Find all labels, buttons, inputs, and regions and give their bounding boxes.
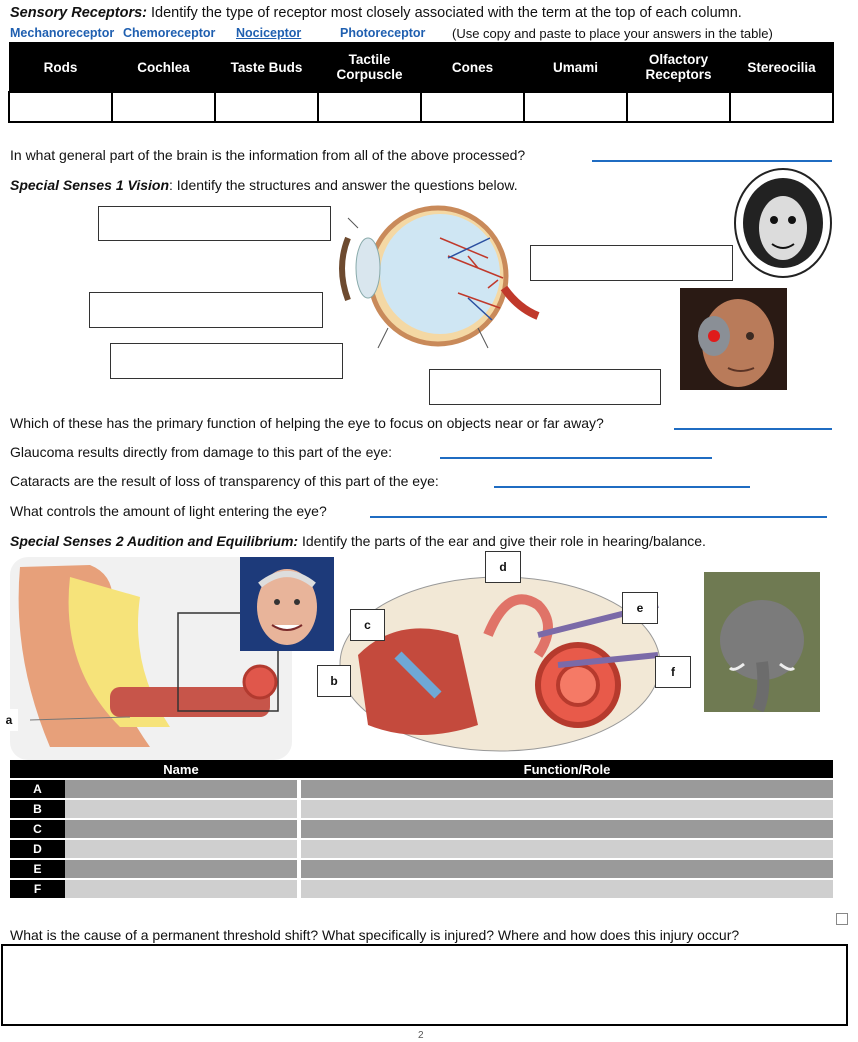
eye-label-box-5[interactable] (429, 369, 661, 405)
answer-cell[interactable] (215, 92, 318, 122)
header-function-role: Function/Role (301, 760, 833, 779)
name-cell[interactable] (65, 859, 297, 879)
eye-diagram (318, 198, 548, 373)
page-number: 2 (418, 1030, 424, 1041)
col-umami: Umami (524, 43, 627, 93)
ear-instructions: Identify the parts of the ear and give their role in hearing/balance. (298, 533, 706, 549)
option-chemoreceptor[interactable]: Chemoreceptor (123, 26, 216, 40)
ear-label-b: b (317, 665, 351, 697)
row-letter: D (10, 839, 65, 859)
name-cell[interactable] (65, 799, 297, 819)
ear-diagram-inner (338, 575, 663, 753)
option-nociceptor[interactable]: Nociceptor (236, 26, 302, 40)
name-cell[interactable] (65, 839, 297, 859)
answer-cell[interactable] (318, 92, 421, 122)
vision-question-cataracts: Cataracts are the result of loss of transparency of this part of the eye: (10, 473, 439, 489)
portrait-photo-1 (734, 168, 832, 278)
role-cell[interactable] (301, 879, 833, 898)
ear-label-c: c (350, 609, 385, 641)
eye-label-box-2[interactable] (530, 245, 733, 281)
answer-cell[interactable] (9, 92, 112, 122)
resize-handle[interactable] (836, 913, 848, 925)
eye-label-box-4[interactable] (110, 343, 343, 379)
vision-instructions: : Identify the structures and answer the questions below. (169, 177, 518, 193)
sensory-title: Sensory Receptors: (10, 5, 147, 21)
name-cell[interactable] (65, 819, 297, 839)
role-cell[interactable] (301, 839, 833, 859)
ear-label-d: d (485, 551, 521, 583)
glaucoma-answer-line[interactable] (440, 457, 712, 459)
ear-label-f: f (655, 656, 691, 688)
focus-answer-line[interactable] (674, 428, 832, 430)
header-name: Name (65, 760, 297, 779)
receptor-options (10, 26, 850, 42)
answer-cell[interactable] (421, 92, 524, 122)
col-tactile-corpuscle: Tactile Corpuscle (318, 43, 421, 93)
vision-question-focus: Which of these has the primary function of helping the eye to focus on objects near or far away? (10, 415, 604, 431)
answer-cell[interactable] (730, 92, 833, 122)
threshold-answer-box[interactable] (1, 944, 848, 1026)
col-taste-buds: Taste Buds (215, 43, 318, 93)
ear-heading (10, 533, 706, 549)
name-cell[interactable] (65, 879, 297, 898)
cataracts-answer-line[interactable] (494, 486, 750, 488)
copy-paste-note: (Use copy and paste to place your answers in the table) (452, 26, 773, 41)
eye-label-box-1[interactable] (98, 206, 331, 241)
answer-cell[interactable] (524, 92, 627, 122)
row-letter: C (10, 819, 65, 839)
brain-question: In what general part of the brain is the information from all of the above processed? (10, 147, 526, 163)
vision-question-light: What controls the amount of light entering the eye? (10, 503, 327, 519)
col-cones: Cones (421, 43, 524, 93)
row-letter: A (10, 779, 65, 799)
row-letter: F (10, 879, 65, 898)
vision-question-glaucoma: Glaucoma results directly from damage to this part of the eye: (10, 444, 393, 460)
receptor-table (8, 42, 834, 123)
brain-answer-line[interactable] (592, 160, 832, 162)
ear-label-e: e (622, 592, 658, 624)
row-letter: E (10, 859, 65, 879)
eye-label-box-3[interactable] (89, 292, 323, 328)
option-photoreceptor[interactable]: Photoreceptor (340, 26, 426, 40)
name-cell[interactable] (65, 779, 297, 799)
vision-heading (10, 177, 518, 193)
option-mechanoreceptor[interactable]: Mechanoreceptor (10, 26, 115, 40)
role-cell[interactable] (301, 859, 833, 879)
sensory-heading (10, 5, 742, 21)
col-rods: Rods (9, 43, 112, 93)
role-cell[interactable] (301, 779, 833, 799)
sensory-instructions: Identify the type of receptor most closely associated with the term at the top of each column. (147, 5, 742, 21)
col-cochlea: Cochlea (112, 43, 215, 93)
col-stereocilia: Stereocilia (730, 43, 833, 93)
ear-answer-table (10, 760, 833, 898)
answer-cell[interactable] (627, 92, 730, 122)
role-cell[interactable] (301, 799, 833, 819)
light-answer-line[interactable] (370, 516, 827, 518)
portrait-photo-3 (240, 557, 334, 651)
elephant-photo (704, 572, 820, 712)
col-olfactory-receptors: Olfactory Receptors (627, 43, 730, 93)
row-letter: B (10, 799, 65, 819)
ear-label-a: a (0, 709, 18, 731)
threshold-question: What is the cause of a permanent threshold shift? What specifically is injured? Where and how does this injury occur? (10, 927, 740, 943)
role-cell[interactable] (301, 819, 833, 839)
portrait-photo-2 (680, 288, 787, 390)
vision-title: Special Senses 1 Vision (10, 177, 170, 193)
answer-cell[interactable] (112, 92, 215, 122)
ear-title: Special Senses 2 Audition and Equilibrium: (10, 533, 299, 549)
